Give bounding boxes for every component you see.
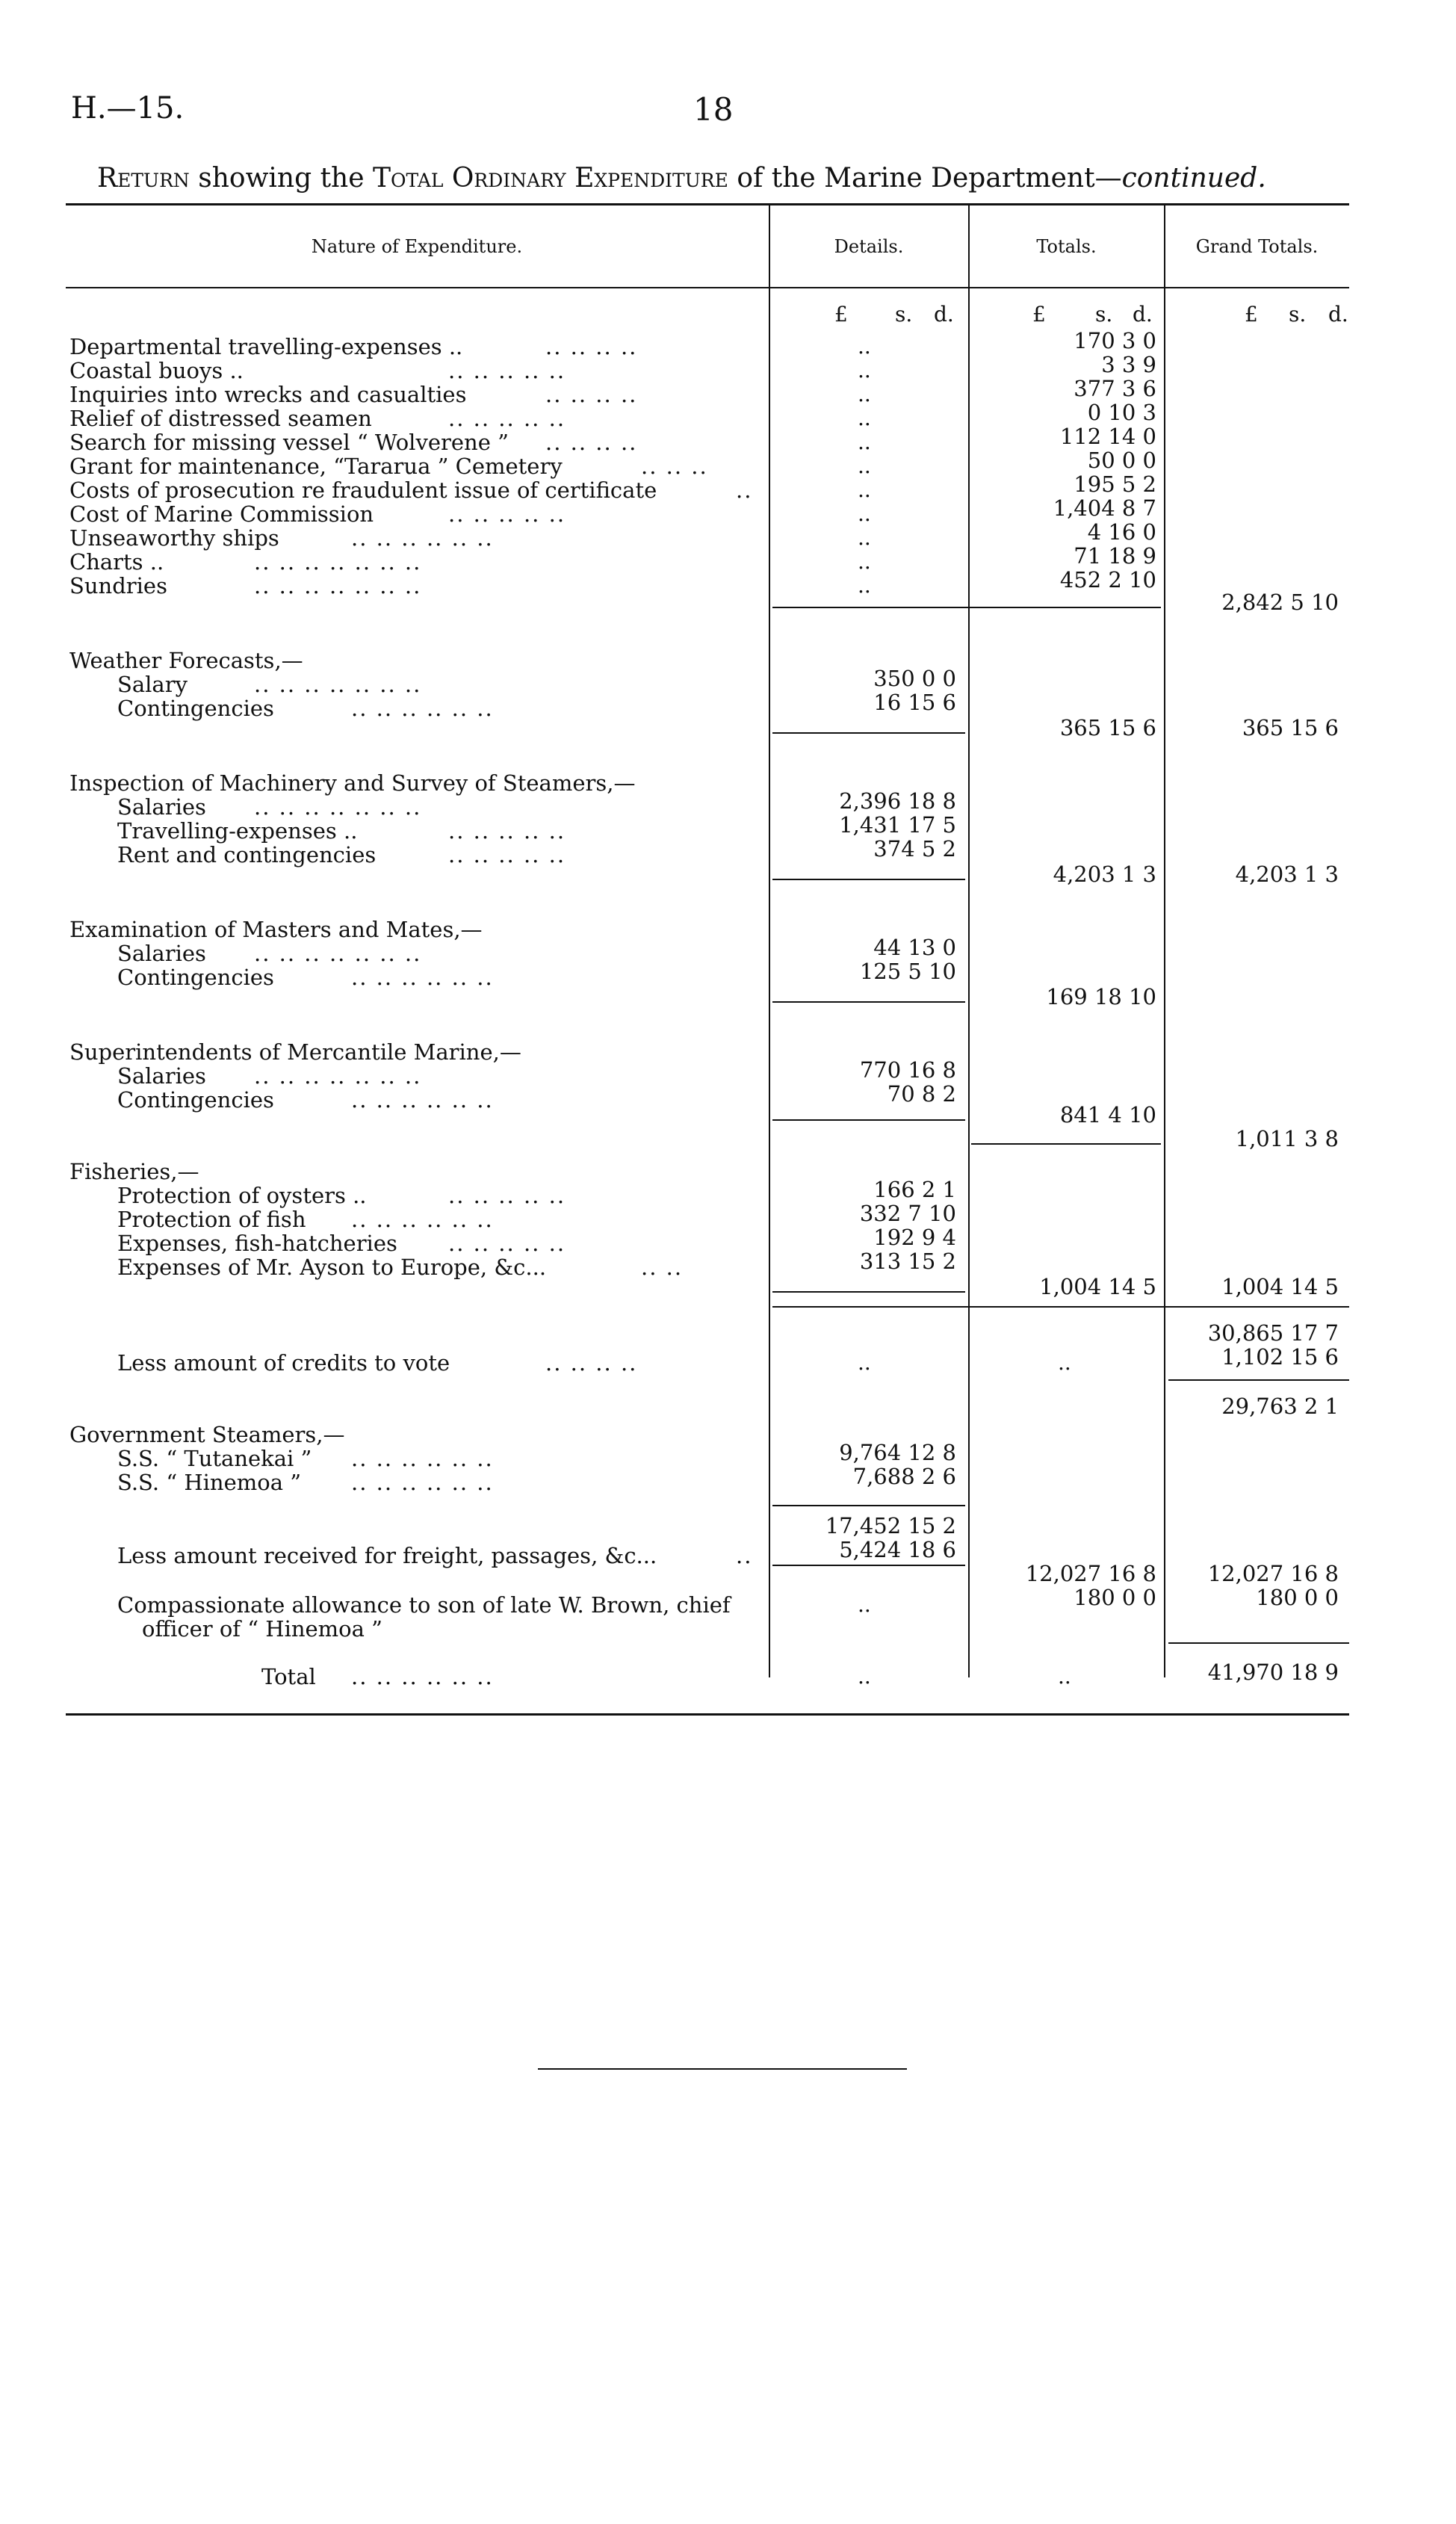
- row-label-continued: officer of “ Hinemoa ”: [142, 1616, 382, 1642]
- details-empty: ..: [858, 334, 871, 359]
- title-text-1: showing the: [189, 163, 373, 194]
- totals-unit-shilling: s.: [1095, 302, 1113, 327]
- row-label: Grant for maintenance, “Tararua ” Cemetery: [69, 454, 563, 479]
- details-value: 2,396 18 8: [839, 788, 956, 814]
- row-label: Travelling-expenses ..: [117, 818, 358, 844]
- totals-empty: ..: [1058, 1350, 1071, 1375]
- column-header-grand-totals: Grand Totals.: [1195, 236, 1319, 257]
- page-title: [97, 163, 1266, 194]
- details-value: 70 8 2: [887, 1081, 956, 1107]
- title-total-expenditure: Total Ordinary Expenditure: [373, 163, 728, 194]
- details-unit-shilling: s.: [895, 302, 913, 327]
- grand-total-value: 1,011 3 8: [1235, 1126, 1339, 1151]
- row-leader: .. ..: [641, 1255, 684, 1280]
- column-divider-details: [769, 205, 770, 1677]
- details-unit-pound: £: [834, 302, 848, 327]
- row-leader: .. .. .. .. ..: [448, 1231, 566, 1256]
- closing-rule: [538, 2068, 907, 2070]
- totals-value: 3 3 9: [1101, 352, 1156, 377]
- grand-unit-pence: d.: [1328, 302, 1348, 327]
- totals-value: 1,004 14 5: [1039, 1274, 1156, 1299]
- grand-total-value: 365 15 6: [1242, 715, 1339, 740]
- subtotal-rule: [772, 607, 1161, 608]
- totals-subtotal-rule: [971, 1143, 1161, 1145]
- row-leader: .. .. .. .. .. ..: [351, 696, 494, 721]
- details-empty: ..: [858, 358, 871, 383]
- row-label: Search for missing vessel “ Wolverene ”: [69, 430, 509, 455]
- grand-total-value: 2,842 5 10: [1221, 590, 1339, 615]
- row-label: Salaries: [117, 1063, 206, 1089]
- details-empty: ..: [858, 1350, 871, 1375]
- row-label: Sundries: [69, 573, 167, 598]
- row-label: Inquiries into wrecks and casualties: [69, 382, 467, 407]
- details-value: 770 16 8: [859, 1057, 956, 1083]
- grand-total-value: 180 0 0: [1256, 1585, 1339, 1610]
- details-subtotal-rule: [772, 1291, 965, 1293]
- row-leader: .. .. .. ..: [545, 382, 638, 407]
- row-leader: .. .. .. .. .. .. ..: [254, 941, 422, 966]
- totals-unit-pence: d.: [1133, 302, 1153, 327]
- details-empty: ..: [858, 477, 871, 502]
- row-leader: .. .. .. .. .. .. ..: [254, 1063, 422, 1089]
- header-bottom-rule: [66, 287, 1349, 288]
- totals-value: 180 0 0: [1074, 1585, 1156, 1610]
- details-value: 17,452 15 2: [825, 1513, 956, 1538]
- totals-value: 452 2 10: [1059, 567, 1156, 593]
- totals-value: 1,404 8 7: [1053, 495, 1156, 521]
- totals-value: 71 18 9: [1074, 543, 1156, 569]
- row-label: Salaries: [117, 794, 206, 820]
- totals-value: 195 5 2: [1074, 471, 1156, 497]
- grand-total-value: 1,102 15 6: [1221, 1344, 1339, 1370]
- details-empty: ..: [858, 573, 871, 598]
- totals-value: 12,027 16 8: [1025, 1561, 1156, 1586]
- row-leader: .. .. .. .. .. ..: [351, 1470, 494, 1495]
- row-label: Charts ..: [69, 549, 164, 575]
- row-leader: .. .. .. .. ..: [448, 842, 566, 867]
- row-label: Contingencies: [117, 1087, 274, 1113]
- section-heading: Superintendents of Mercantile Marine,—: [69, 1039, 521, 1065]
- row-label: S.S. “ Tutanekai ”: [117, 1446, 312, 1471]
- grand-subtotal-rule: [1168, 1642, 1349, 1644]
- page-number: 18: [693, 91, 734, 128]
- row-label: Compassionate allowance to son of late W. Brown, chief: [117, 1592, 731, 1618]
- row-leader: .. .. .. .. ..: [448, 358, 566, 383]
- row-leader: .. .. .. .. ..: [448, 406, 566, 431]
- details-value: 374 5 2: [873, 836, 956, 862]
- details-value: 192 9 4: [873, 1225, 956, 1250]
- details-value: 7,688 2 6: [852, 1464, 956, 1489]
- row-leader: .. .. .. .. .. ..: [351, 1664, 494, 1689]
- details-value: 125 5 10: [859, 959, 956, 984]
- grand-total-value: 30,865 17 7: [1207, 1320, 1339, 1346]
- row-leader: .. .. .. .. .. ..: [351, 1446, 494, 1471]
- totals-value: 841 4 10: [1059, 1102, 1156, 1128]
- row-leader: .. .. .. .. .. ..: [351, 965, 494, 990]
- row-label: Salaries: [117, 941, 206, 966]
- row-label: Salary: [117, 672, 188, 697]
- details-value: 9,764 12 8: [839, 1440, 956, 1465]
- details-empty: ..: [858, 454, 871, 478]
- row-leader: .. .. .. .. .. .. ..: [254, 794, 422, 820]
- row-label: Protection of fish: [117, 1207, 306, 1232]
- totals-unit-pound: £: [1032, 302, 1046, 327]
- column-divider-grand: [1164, 205, 1165, 1677]
- row-leader: ..: [736, 1543, 753, 1568]
- row-leader: .. .. .. ..: [545, 334, 638, 359]
- row-label: Costs of prosecution re fraudulent issue of certificate: [69, 477, 657, 503]
- details-value: 166 2 1: [873, 1177, 956, 1202]
- row-leader: .. .. .. .. ..: [448, 818, 566, 844]
- totals-empty: ..: [1058, 1664, 1071, 1689]
- section-heading: Inspection of Machinery and Survey of Steamers,—: [69, 770, 636, 796]
- details-subtotal-rule: [772, 1505, 965, 1506]
- grand-unit-shilling: s.: [1289, 302, 1307, 327]
- row-leader: ..: [736, 477, 753, 503]
- details-value: 350 0 0: [873, 666, 956, 691]
- row-label: Unseaworthy ships: [69, 525, 279, 551]
- details-empty: ..: [858, 382, 871, 406]
- column-header-details: Details.: [834, 236, 904, 257]
- totals-value: 4 16 0: [1087, 519, 1156, 545]
- row-label: Expenses of Mr. Ayson to Europe, &c...: [117, 1255, 547, 1280]
- details-empty: ..: [858, 1664, 871, 1689]
- section-heading: Government Steamers,—: [69, 1422, 345, 1447]
- row-label: Rent and contingencies: [117, 842, 377, 867]
- title-text-2: of the Marine Department—: [728, 163, 1122, 194]
- row-label: Coastal buoys ..: [69, 358, 244, 383]
- title-return: Return: [97, 163, 190, 194]
- row-label: Less amount of credits to vote: [117, 1350, 450, 1376]
- row-leader: .. .. .. .. ..: [448, 1183, 566, 1208]
- details-subtotal-rule: [772, 1001, 965, 1003]
- total-label: Total: [261, 1664, 316, 1689]
- row-leader: .. .. ..: [641, 454, 708, 479]
- totals-value: 50 0 0: [1087, 448, 1156, 473]
- details-value: 313 15 2: [859, 1249, 956, 1274]
- row-leader: .. .. .. .. .. ..: [351, 1087, 494, 1113]
- full-subtotal-rule: [772, 1306, 1349, 1308]
- table-top-rule: [66, 203, 1349, 205]
- details-value: 5,424 18 6: [839, 1537, 956, 1562]
- details-empty: ..: [858, 549, 871, 574]
- row-label: Contingencies: [117, 965, 274, 990]
- details-value: 332 7 10: [859, 1201, 956, 1226]
- row-leader: .. .. .. .. .. .. ..: [254, 672, 422, 697]
- section-heading: Examination of Masters and Mates,—: [69, 917, 483, 942]
- row-leader: .. .. .. ..: [545, 1350, 638, 1376]
- row-leader: .. .. .. .. .. ..: [351, 525, 494, 551]
- grand-total-value: 12,027 16 8: [1207, 1561, 1339, 1586]
- grand-total-value: 1,004 14 5: [1221, 1274, 1339, 1299]
- row-label: Relief of distressed seamen: [69, 406, 372, 431]
- grand-total-value: 29,763 2 1: [1221, 1394, 1339, 1419]
- totals-value: 0 10 3: [1087, 400, 1156, 425]
- title-continued: continued.: [1121, 163, 1266, 194]
- totals-value: 169 18 10: [1046, 984, 1156, 1009]
- totals-value: 4,203 1 3: [1053, 862, 1156, 887]
- page-reference: H.—15.: [71, 91, 185, 126]
- totals-value: 112 14 0: [1059, 424, 1156, 449]
- details-empty: ..: [858, 501, 871, 526]
- row-leader: .. .. .. .. .. .. ..: [254, 573, 422, 598]
- row-label: Less amount received for freight, passages, &c...: [117, 1543, 657, 1568]
- details-value: 1,431 17 5: [839, 812, 956, 838]
- totals-value: 170 3 0: [1074, 328, 1156, 353]
- row-label: S.S. “ Hinemoa ”: [117, 1470, 302, 1495]
- row-leader: .. .. .. ..: [545, 430, 638, 455]
- row-label: Cost of Marine Commission: [69, 501, 374, 527]
- grand-total-value: 41,970 18 9: [1207, 1660, 1339, 1685]
- row-leader: .. .. .. .. .. .. ..: [254, 549, 422, 575]
- details-empty: ..: [858, 1592, 871, 1617]
- totals-value: 365 15 6: [1059, 715, 1156, 740]
- column-divider-totals: [968, 205, 970, 1677]
- column-header-totals: Totals.: [1036, 236, 1097, 257]
- details-value: 16 15 6: [873, 690, 956, 715]
- row-leader: .. .. .. .. .. ..: [351, 1207, 494, 1232]
- details-empty: ..: [858, 430, 871, 454]
- totals-value: 377 3 6: [1074, 376, 1156, 401]
- row-leader: .. .. .. .. ..: [448, 501, 566, 527]
- details-unit-pence: d.: [934, 302, 954, 327]
- details-value: 44 13 0: [873, 935, 956, 960]
- row-label: Contingencies: [117, 696, 274, 721]
- row-label: Departmental travelling-expenses ..: [69, 334, 463, 359]
- section-heading: Weather Forecasts,—: [69, 648, 303, 673]
- table-bottom-rule: [66, 1713, 1349, 1716]
- details-subtotal-rule: [772, 732, 965, 734]
- section-heading: Fisheries,—: [69, 1159, 199, 1184]
- details-subtotal-rule: [772, 879, 965, 880]
- details-subtotal-rule: [772, 1119, 965, 1121]
- row-label: Expenses, fish-hatcheries: [117, 1231, 397, 1256]
- grand-total-value: 4,203 1 3: [1235, 862, 1339, 887]
- column-header-nature: Nature of Expenditure.: [311, 236, 523, 257]
- details-subtotal-rule: [772, 1565, 965, 1566]
- grand-unit-pound: £: [1245, 302, 1258, 327]
- grand-subtotal-rule: [1168, 1379, 1349, 1381]
- details-empty: ..: [858, 525, 871, 550]
- row-label: Protection of oysters ..: [117, 1183, 367, 1208]
- details-empty: ..: [858, 406, 871, 430]
